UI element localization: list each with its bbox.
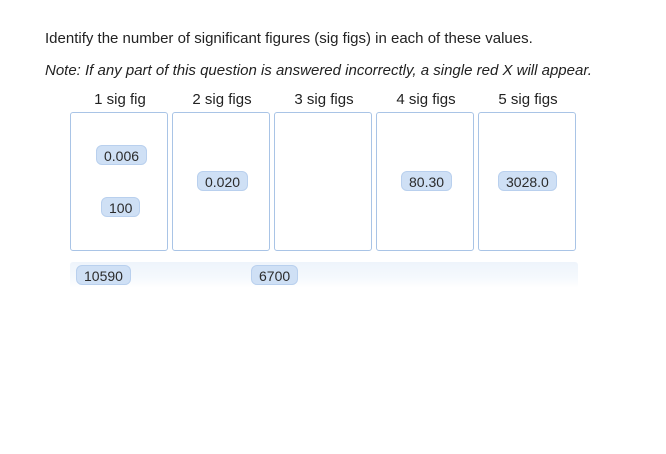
instruction-text: Identify the number of significant figures (sig figs) in each of these values. — [45, 30, 533, 47]
value-tile-10590[interactable]: 10590 — [76, 265, 131, 285]
unplaced-values-tray[interactable] — [70, 262, 578, 288]
value-tile-100[interactable]: 100 — [101, 197, 140, 217]
value-tile-0-020[interactable]: 0.020 — [197, 171, 248, 191]
column-header-2-sig-figs: 2 sig figs — [192, 91, 252, 108]
value-tile-3028-0[interactable]: 3028.0 — [498, 171, 557, 191]
column-headers — [70, 91, 580, 111]
drop-zone-2-sig-figs[interactable] — [172, 112, 270, 251]
column-header-4-sig-figs: 4 sig figs — [396, 91, 456, 108]
drop-zones — [70, 112, 580, 254]
drop-zone-3-sig-figs[interactable] — [274, 112, 372, 251]
drop-zone-4-sig-figs[interactable] — [376, 112, 474, 251]
value-tile-80-30[interactable]: 80.30 — [401, 171, 452, 191]
column-header-3-sig-figs: 3 sig figs — [294, 91, 354, 108]
value-tile-6700[interactable]: 6700 — [251, 265, 298, 285]
column-header-1-sig-fig: 1 sig fig — [94, 91, 146, 108]
drop-zone-1-sig-fig[interactable] — [70, 112, 168, 251]
note-text: Note: If any part of this question is answered incorrectly, a single red X will appear. — [45, 62, 592, 79]
drop-zone-5-sig-figs[interactable] — [478, 112, 576, 251]
value-tile-0-006[interactable]: 0.006 — [96, 145, 147, 165]
column-header-5-sig-figs: 5 sig figs — [498, 91, 558, 108]
